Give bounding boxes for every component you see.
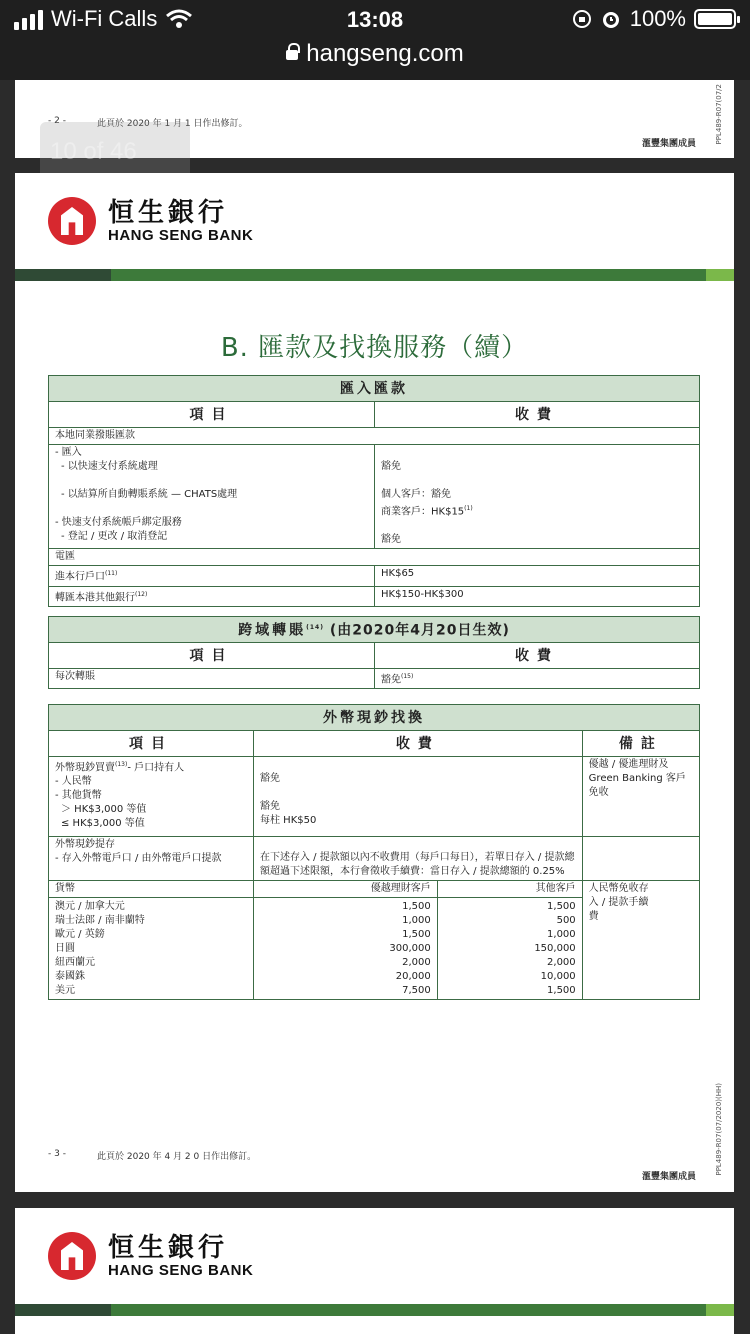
premier-limit: 1,500 (402, 901, 431, 912)
fee-value: 商業客戶：HK$15 (381, 506, 465, 518)
row-label: 每次轉賬 (49, 669, 375, 689)
other-limit: 150,000 (534, 943, 576, 954)
fee-value: 豁免 (260, 801, 280, 812)
row-label: - 登記 / 更改 / 取消登記 (61, 531, 168, 542)
prev-page-side-code: PPL489-R07(07/2 (715, 84, 723, 145)
footnote-ref: (14) (306, 624, 324, 632)
clock: 13:08 (346, 7, 404, 32)
premier-limit: 1,500 (402, 929, 431, 940)
other-limit: 500 (556, 915, 576, 926)
page-number: - 3 - (48, 1149, 66, 1159)
logo-chinese: 恒生銀行 (108, 1232, 229, 1263)
table-title: 匯入匯款 (49, 376, 700, 402)
fee-value: 豁免 (260, 773, 280, 784)
table-title: 外幣現鈔找換 (49, 705, 700, 731)
table-row: 本地同業撥賬匯款 (49, 428, 700, 445)
premier-limit: 300,000 (389, 943, 431, 954)
fx-banknote-exchange-table (48, 704, 700, 1000)
table-row: 電匯 (49, 549, 700, 566)
table-row (49, 669, 700, 689)
battery-icon (694, 9, 736, 29)
effective-date-note: (由2020年4月20日生效) (329, 622, 510, 639)
premier-limit: 2,000 (402, 957, 431, 968)
row-label: ≤ HK$3,000 等值 (61, 818, 145, 830)
inward-remittance-table (48, 375, 700, 607)
row-label: 外幣現鈔提存 (55, 839, 115, 850)
alarm-icon (600, 8, 622, 30)
prev-page-member-text: 滙豐集團成員 (642, 139, 697, 149)
logo-chinese: 恒生銀行 (108, 197, 229, 228)
address-bar[interactable] (0, 40, 750, 80)
column-header: 項目 (49, 402, 375, 428)
prev-page-revision: 此頁於 2020 年 1 月 1 日作出修訂。 (97, 119, 248, 129)
row-label: - 存入外幣電戶口 / 由外幣電戶口提款 (55, 853, 222, 864)
footnote-ref: (15) (401, 673, 414, 680)
logo-english: HANG SENG BANK (108, 1261, 254, 1279)
hang-seng-logo (48, 1232, 253, 1280)
row-label: - 以結算所自動轉賬系統 — CHATS處理 (61, 489, 238, 500)
column-header: 項目 (49, 731, 254, 757)
currency-name: 日圓 (55, 943, 75, 954)
fee-value: HK$65 (375, 566, 700, 586)
fee-value: 個人客戶：豁免 (381, 489, 451, 500)
section-heading: B. 匯款及找換服務（續） (220, 333, 529, 363)
hang-seng-logo (48, 197, 253, 245)
hang-seng-logo-icon (48, 1232, 96, 1280)
row-label: 外幣現鈔買賣 (55, 762, 115, 774)
column-header: 收費 (375, 402, 700, 428)
url-text: hangseng.com (306, 40, 464, 67)
footnote-ref: (12) (135, 590, 148, 598)
footnote-ref: (1) (464, 505, 473, 512)
page-side-code: PPL489-R07(07/2020)(HH) (715, 1083, 723, 1176)
table-title-text: 跨域轉賬 (238, 622, 307, 639)
table-title (49, 617, 700, 643)
row-label: - 人民幣 (55, 776, 92, 788)
column-header: 備註 (582, 731, 699, 757)
table-row (49, 837, 700, 881)
fee-value: 每柱 HK$50 (260, 815, 317, 826)
note-text: Green Banking 客戶 (588, 773, 686, 784)
row-label: - 其他貨幣 (55, 790, 102, 802)
currency-name: 歐元 / 英鎊 (55, 929, 105, 940)
column-header: 收費 (375, 643, 700, 669)
next-page (15, 1208, 734, 1334)
row-label: - 以快速支付系統處理 (61, 461, 158, 472)
row-label: ＞ HK$3,000 等值 (61, 804, 147, 816)
status-bar (0, 0, 750, 40)
column-header: 其他客戶 (437, 881, 582, 898)
row-label: - 快速支付系統帳戶綁定服務 (55, 517, 182, 528)
column-header: 項目 (49, 643, 375, 669)
logo-english: HANG SENG BANK (108, 226, 254, 244)
other-limit: 2,000 (547, 957, 576, 968)
document-page (15, 173, 734, 1192)
carrier-label: Wi-Fi Calls (51, 6, 158, 31)
column-header: 優越理財客戶 (254, 881, 438, 898)
other-limit: 1,500 (547, 901, 576, 912)
fee-value: HK$150-HK$300 (375, 586, 700, 606)
hang-seng-logo-icon (48, 197, 96, 245)
header-color-band (15, 1304, 734, 1316)
column-header: 收費 (254, 731, 583, 757)
fee-value: 豁免 (381, 674, 401, 686)
battery-percent: 100% (629, 6, 686, 31)
currency-name: 澳元 / 加拿大元 (55, 901, 125, 912)
note-text: 優越 / 優進理財及 (588, 759, 669, 770)
status-right (572, 6, 736, 32)
table-row (49, 445, 700, 549)
row-label: 轉匯本港其他銀行 (55, 591, 135, 603)
other-limit: 10,000 (540, 971, 576, 982)
row-label: - 匯入 (55, 447, 82, 458)
currency-name: 瑞士法郎 / 南非蘭特 (55, 915, 145, 926)
note-text: 人民幣免收存入 / 提款手續費 (582, 881, 699, 1000)
fee-value: 豁免 (381, 461, 401, 472)
table-row (49, 566, 700, 586)
currency-name: 泰國銖 (55, 971, 85, 982)
table-row (49, 757, 700, 837)
premier-limit: 7,500 (402, 985, 431, 996)
column-header: 貨幣 (49, 881, 254, 898)
lock-icon (286, 50, 298, 60)
row-label: 進本行戶口 (55, 571, 105, 583)
other-limit: 1,500 (547, 985, 576, 996)
note-text: 免收 (588, 787, 609, 798)
premier-limit: 20,000 (395, 971, 431, 982)
cross-boundary-transfer-table (48, 616, 700, 689)
member-text: 滙豐集團成員 (642, 1172, 697, 1182)
page-revision: 此頁於 2020 年 4 月 2 0 日作出修訂。 (97, 1152, 257, 1162)
currency-name: 紐西蘭元 (55, 957, 95, 968)
table-row (49, 881, 700, 898)
other-limit: 1,000 (547, 929, 576, 940)
premier-limit: 1,000 (402, 915, 431, 926)
row-label: - 戶口持有人 (127, 762, 185, 774)
footnote-ref: (11) (105, 570, 118, 578)
fee-value: 豁免 (381, 534, 401, 546)
table-row (49, 586, 700, 606)
rotation-lock-icon (572, 9, 592, 29)
page-counter-overlay: 10 of 46 (40, 122, 190, 188)
fee-value: 在下述存入 / 提款額以內不收費用（每戶口每日），若單日存入 / 提款總額超過下述限額，本行會徵收手續費：當日存入 / 提款總額的 0.25% (254, 837, 583, 881)
footnote-ref: (13) (115, 761, 128, 768)
header-color-band (15, 269, 734, 281)
prev-page-number: - 2 - (48, 116, 66, 126)
currency-name: 美元 (55, 985, 75, 996)
